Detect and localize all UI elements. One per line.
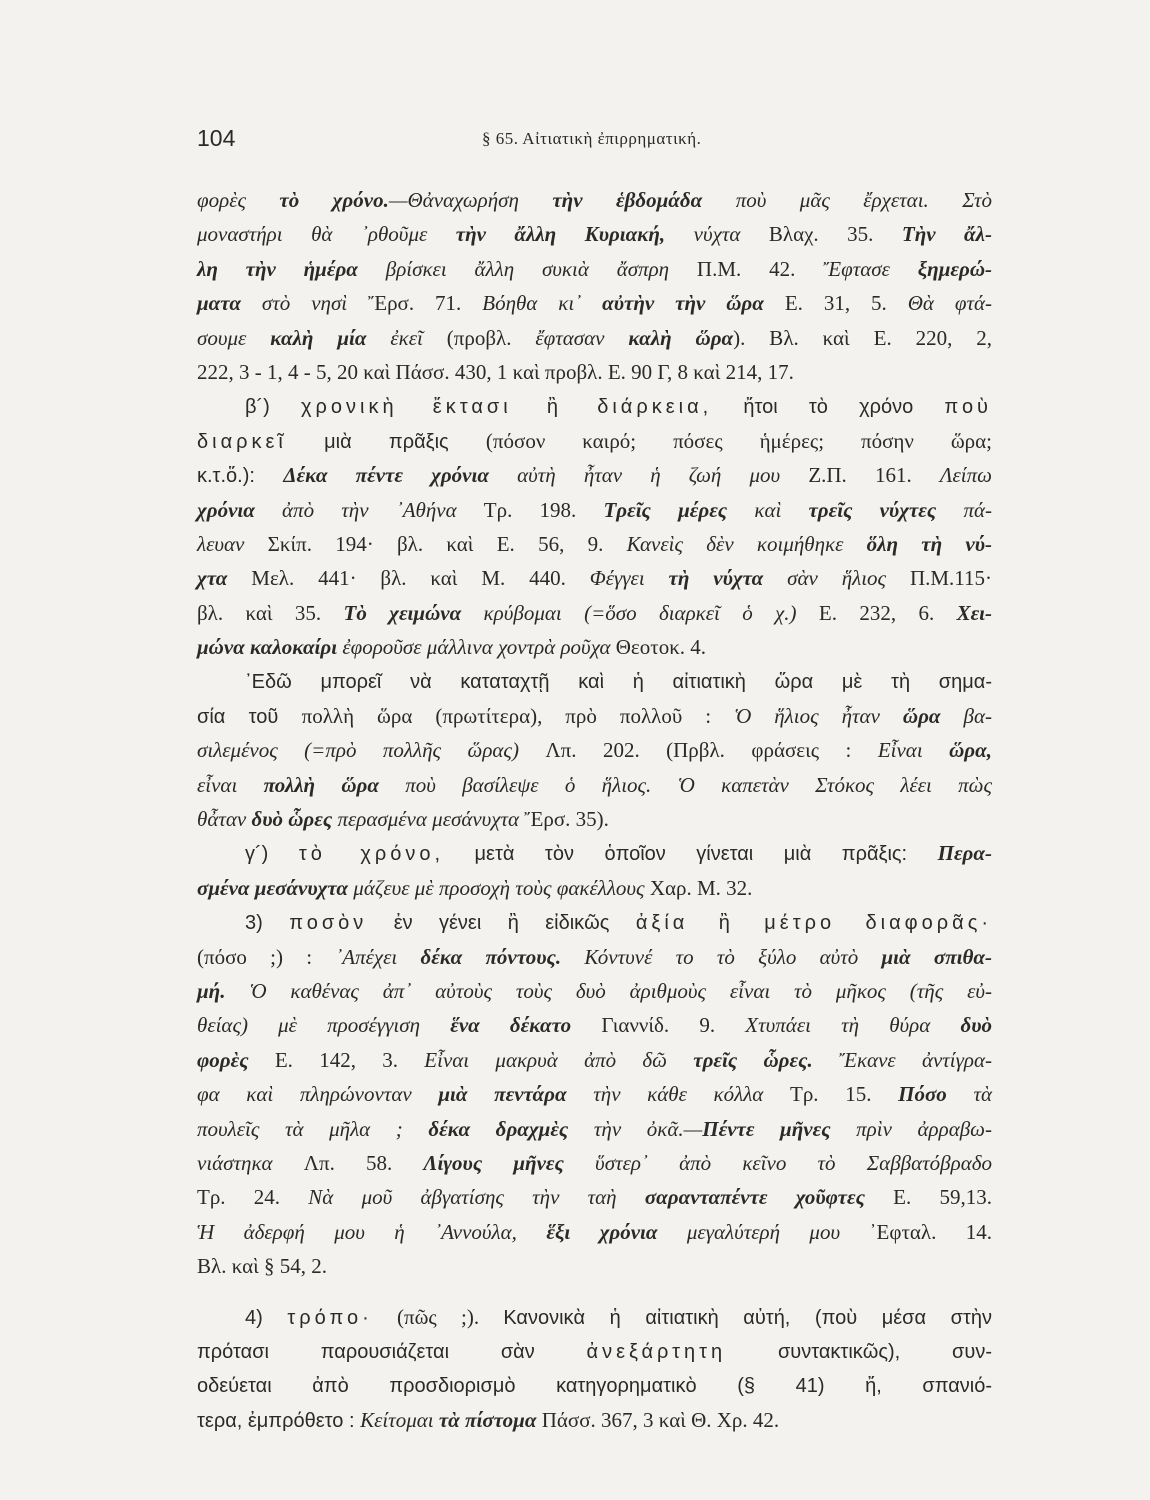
text-run: ). Βλ. καὶ Ε. 220, 2, <box>733 325 993 350</box>
text-line <box>197 1249 992 1283</box>
text-run: Τρεῖς μέρες <box>603 497 728 522</box>
text-run: Τρ. 198. <box>483 497 604 522</box>
text-run: δέκα δραχμὲς <box>428 1116 569 1141</box>
text-line <box>197 905 992 939</box>
text-run: Λπ. 202. (Πρβλ. φράσεις : <box>545 738 878 763</box>
text-run: Ε. 232, 6. <box>818 600 957 625</box>
text-run: Φέγγει <box>589 566 669 591</box>
text-run: τὴν ἄλλη Κυριακή, <box>455 222 666 247</box>
text-run: μετὰ τὸν ὁποῖον γίνεται μιὰ πρᾶξις: <box>444 843 938 866</box>
text-run: (πόσον καιρό; πόσες ἡμέρες; πόσην ὥρα; <box>485 428 992 453</box>
text-run: τὴν κάθε κόλλα <box>566 1082 790 1107</box>
page-number: 104 <box>197 125 236 151</box>
text-run: Εἶναι <box>877 738 950 763</box>
text-run: Κόντυνέ το τὸ ξύλο αὐτὸ <box>561 944 882 969</box>
text-run: μάζευε μὲ προσοχὴ τοὺς φακέλλους <box>348 875 650 900</box>
text-run: τὴ νύχτα <box>668 566 764 591</box>
text-run: πρότασι παρουσιάζεται σὰν <box>197 1340 587 1363</box>
text-run: μιὰ σπιθα- <box>881 944 992 969</box>
text-run: ποὺ <box>944 396 992 419</box>
page-body <box>197 183 992 1437</box>
text-run: σὰν ἥλιος <box>763 566 910 591</box>
text-run: ματα <box>197 291 241 316</box>
text-run: ἐν γένει ἢ εἰδικῶς <box>367 912 636 935</box>
text-line <box>197 699 992 733</box>
text-run: (πόσο ;) : <box>197 944 336 969</box>
text-run: Π.Μ.115· <box>909 566 992 591</box>
text-run: δέκα πόντους. <box>420 944 562 969</box>
text-run: φορὲς <box>197 1047 249 1072</box>
text-run: Ἡ ἀδερφή μου ἡ ᾽Αννούλα, <box>197 1219 547 1244</box>
paragraph-gap <box>197 1284 992 1300</box>
text-run: δυὸ <box>960 1013 992 1038</box>
text-run: γ´) <box>245 843 299 866</box>
text-run: τρεῖς νύχτες <box>808 497 937 522</box>
text-run: μή. <box>197 978 226 1003</box>
text-run: Ὁ καθένας ἀπ᾽ αὐτοὺς τοὺς δυὸ ἀριθμοὺς εἶναι τὸ μῆκος (τῆς εὐ- <box>225 978 992 1003</box>
text-line <box>197 493 992 527</box>
text-line <box>197 561 992 595</box>
text-run: Βλαχ. 35. <box>768 222 902 247</box>
text-line <box>197 1300 992 1334</box>
text-run: Περα- <box>937 841 992 866</box>
text-line <box>197 1180 992 1214</box>
text-run: Θεοτοκ. 4. <box>615 635 707 660</box>
text-run: μώνα καλοκαίρι <box>197 635 338 660</box>
text-run: κ.τ.ὅ.): <box>197 465 284 488</box>
text-line <box>197 286 992 320</box>
text-line <box>197 974 992 1008</box>
text-run: Κείτομαι <box>360 1407 439 1432</box>
text-run: νιάστηκα <box>197 1150 304 1175</box>
text-run: τὸ χρόνο. <box>279 188 389 212</box>
text-run: Ἔρσ. 71. <box>368 291 483 316</box>
text-line <box>197 424 992 458</box>
text-run: τρεῖς ὧρες. <box>693 1047 813 1072</box>
text-line <box>197 527 992 561</box>
text-line <box>197 1403 992 1437</box>
text-run: τὴν ἑβδομάδα <box>552 188 703 212</box>
text-line <box>197 596 992 630</box>
text-run: ἤτοι τὸ χρόνο <box>712 396 945 419</box>
text-run: Σκίπ. 194· βλ. καὶ Ε. 56, 9. <box>267 531 627 556</box>
text-line <box>197 836 992 870</box>
text-line <box>197 1146 992 1180</box>
text-run: ἔφτασαν <box>535 325 629 350</box>
text-run: Πέντε μῆνες <box>702 1116 831 1141</box>
text-run: Ε. 142, 3. <box>248 1047 425 1072</box>
text-run: βα- <box>940 703 992 728</box>
text-line <box>197 630 992 664</box>
text-run: τὴν ὀκᾶ.— <box>568 1116 703 1141</box>
text-run: αὐτὴν τὴν ὥρα <box>602 291 764 316</box>
text-run: ἕνα δέκατο <box>450 1013 572 1038</box>
text-run: Πάσσ. 367, 3 καὶ Θ. Χρ. 42. <box>536 1407 780 1432</box>
text-run: Ε. 59,13. <box>864 1185 992 1210</box>
running-head: § 65. Αἰτιατικὴ ἐπιρρηματική. <box>482 129 702 148</box>
text-line <box>197 252 992 286</box>
text-run: λευαν <box>197 531 268 556</box>
text-run: Λίγους μῆνες <box>423 1150 564 1175</box>
text-run: λη τὴν ἡμέρα <box>197 256 358 281</box>
text-run: μιὰ πρᾶξις <box>286 430 486 453</box>
text-line <box>197 802 992 836</box>
text-line <box>197 733 992 767</box>
text-run: τερα, ἐμπρόθετο : <box>197 1409 361 1432</box>
text-run: Κανονικὰ ἡ αἰτιατικὴ αὐτή, (ποὺ μέσα στὴν <box>503 1306 992 1329</box>
text-line <box>197 458 992 492</box>
text-run: Βόηθα κι᾽ <box>482 291 603 316</box>
text-run: Εἶναι μακρυὰ ἀπὸ δῶ <box>424 1047 694 1072</box>
text-run: Ε. 31, 5. <box>763 291 908 316</box>
text-run: τρόπο· <box>287 1306 373 1329</box>
text-line <box>197 1043 992 1077</box>
text-run: ἐφοροῦσε μάλλινα χοντρὰ ροῦχα <box>337 635 616 660</box>
text-line <box>197 1368 992 1402</box>
text-run: βλ. καὶ 35. <box>197 600 344 625</box>
text-run: Τὸ χειμώνα <box>343 600 462 625</box>
text-run: ἕξι χρόνια <box>546 1219 658 1244</box>
text-run: νύχτα <box>665 222 769 247</box>
text-run: Ἔφτασε <box>823 256 918 281</box>
text-run: πολλὴ ὥρα <box>263 772 379 797</box>
text-line <box>197 1077 992 1111</box>
text-run: (πῶς ;). <box>372 1304 504 1329</box>
text-run: ὥρα, <box>949 738 992 763</box>
text-run: μεγαλύτερή μου <box>657 1219 870 1244</box>
text-run: Τρ. 15. <box>790 1082 899 1107</box>
text-run: πολλὴ ὥρα (πρωτίτερα), πρὸ πολλοῦ : <box>301 703 735 728</box>
text-run: σιλεμένος (=πρὸ πολλῆς ὥρας) <box>197 738 546 763</box>
text-run: σαρανταπέντε χοῦφτες <box>644 1185 865 1210</box>
text-run: διαρκεῖ <box>197 430 287 453</box>
text-run: καλὴ μία <box>270 325 367 350</box>
text-line <box>197 183 992 217</box>
text-line <box>197 1334 992 1368</box>
text-run: οδεύεται ἀπὸ προσδιορισμὸ κατηγορηματικὸ (§ 41) ἤ, σπανιό- <box>197 1375 992 1398</box>
text-run: ποὺ μᾶς ἔρχεται. Στὸ <box>702 188 992 212</box>
text-run: στὸ νησὶ <box>240 291 369 316</box>
text-run: ποὺ βασίλεψε ὁ ἥλιος. Ὁ καπετὰν Στόκος λέει πὼς <box>378 772 992 797</box>
text-run: 222, 3 - 1, 4 - 5, 20 καὶ Πάσσ. 430, 1 καὶ προβλ. Ε. 90 Γ, 8 καὶ 214, 17. <box>197 359 794 384</box>
text-line <box>197 871 992 905</box>
text-line <box>197 389 992 423</box>
text-line <box>197 768 992 802</box>
text-run: σμένα μεσάνυχτα <box>197 875 349 900</box>
text-run: βρίσκει ἄλλη συκιὰ ἄσπρη <box>357 256 697 281</box>
text-run: ἀνεξάρτητη <box>586 1340 727 1363</box>
text-run: αὐτὴ ἦταν ἡ ζωή μου <box>488 463 809 488</box>
text-run: φορὲς <box>197 188 280 212</box>
text-run: Χτυπάει τὴ θύρα <box>745 1013 961 1038</box>
text-run: Θὰ φτά- <box>907 291 992 316</box>
text-run: θείας) μὲ προσέγγιση <box>197 1013 451 1038</box>
text-run: τὰ <box>946 1082 992 1107</box>
text-run: σουμε <box>197 325 271 350</box>
text-run: πρὶν ἀρραβω- <box>830 1116 992 1141</box>
text-run: πουλεῖς τὰ μῆλα ; <box>197 1116 429 1141</box>
page-header <box>197 125 997 157</box>
text-run: περασμένα μεσάνυχτα <box>332 807 525 832</box>
text-line <box>197 217 992 251</box>
text-run: Λπ. 58. <box>303 1150 424 1175</box>
text-run: χρόνια <box>197 497 255 522</box>
text-run: ἐκεῖ <box>366 325 447 350</box>
text-line <box>197 355 992 389</box>
text-line <box>197 1215 992 1249</box>
text-run: β´) <box>245 396 302 419</box>
text-run: ὥρα <box>902 703 941 728</box>
text-run: Ζ.Π. 161. <box>808 463 940 488</box>
text-run: ἀπὸ τὴν ᾽Αθήνα <box>254 497 484 522</box>
text-run: μιὰ πεντάρα <box>438 1082 567 1107</box>
text-run: Τρ. 24. <box>197 1185 309 1210</box>
text-run: εἶναι <box>197 772 264 797</box>
text-run: Τὴν ἄλ- <box>901 222 992 247</box>
text-run: ἀξία ἢ μέτρο διαφορᾶς· <box>635 912 992 935</box>
text-run: —Θἀναχωρήση <box>388 188 553 212</box>
text-run: Δέκα πέντε χρόνια <box>283 463 489 488</box>
text-run: κρύβομαι (=ὅσο διαρκεῖ ὁ χ.) <box>461 600 819 625</box>
text-run: χρονικὴ ἔκτασι ἢ διάρκεια, <box>301 396 713 419</box>
text-line <box>197 1112 992 1146</box>
text-run: Νὰ μοῦ ἀβγατίσης τὴν ταὴ <box>308 1185 645 1210</box>
text-run: τὰ πίστομα <box>438 1407 537 1432</box>
text-run: Ἔκανε ἀντίγρα- <box>812 1047 993 1072</box>
text-run: ᾽Εδῶ μπορεῖ νὰ καταταχτῇ καὶ ἡ αἰτιατικὴ ὥρα μὲ τὴ σημα- <box>245 671 992 694</box>
text-run: ὕστερ᾽ ἀπὸ κεῖνο τὸ Σαββατόβραδο <box>563 1150 992 1175</box>
text-run: φα καὶ πληρώνονταν <box>197 1082 439 1107</box>
text-run: Χει- <box>956 600 993 625</box>
text-run: Μελ. 441· βλ. καὶ Μ. 440. <box>227 566 590 591</box>
text-line <box>197 940 992 974</box>
text-run: ξημερώ- <box>917 256 992 281</box>
text-run: συντακτικῶς), συν- <box>726 1340 992 1363</box>
text-run: Λείπω <box>939 463 992 488</box>
text-run: δυὸ ὧρες <box>251 807 333 832</box>
text-run: Κανεὶς δὲν κοιμήθηκε <box>626 531 867 556</box>
text-run: 4) <box>245 1306 288 1329</box>
text-run: καλὴ ὥρα <box>628 325 734 350</box>
text-run: σία τοῦ <box>197 705 302 728</box>
text-run: Ἔρσ. 35). <box>524 807 609 832</box>
text-run: (προβλ. <box>446 325 536 350</box>
text-run: ᾽Απέχει <box>335 944 421 969</box>
text-line <box>197 1008 992 1042</box>
text-run: Ὁ ἥλιος ἦταν <box>734 703 903 728</box>
text-run: 3) <box>245 912 290 935</box>
text-run: Χαρ. Μ. 32. <box>649 875 753 900</box>
text-run: ὅλη τὴ νύ- <box>866 531 993 556</box>
text-run: Γιαννίδ. 9. <box>571 1013 746 1038</box>
text-run: πά- <box>936 497 992 522</box>
text-run: Βλ. καὶ § 54, 2. <box>197 1254 327 1279</box>
text-line <box>197 664 992 698</box>
text-run: Π.Μ. 42. <box>696 256 824 281</box>
text-run: μοναστήρι θὰ ᾽ρθοῦμε <box>197 222 456 247</box>
text-run: χτα <box>197 566 228 591</box>
text-run: Πόσο <box>898 1082 947 1107</box>
text-line <box>197 321 992 355</box>
text-run: ποσὸν <box>289 912 368 935</box>
text-run: καὶ <box>727 497 809 522</box>
text-run: ᾽Εφταλ. 14. <box>869 1219 992 1244</box>
text-run: τὸ χρόνο, <box>298 843 445 866</box>
text-run: θἆταν <box>197 807 252 832</box>
